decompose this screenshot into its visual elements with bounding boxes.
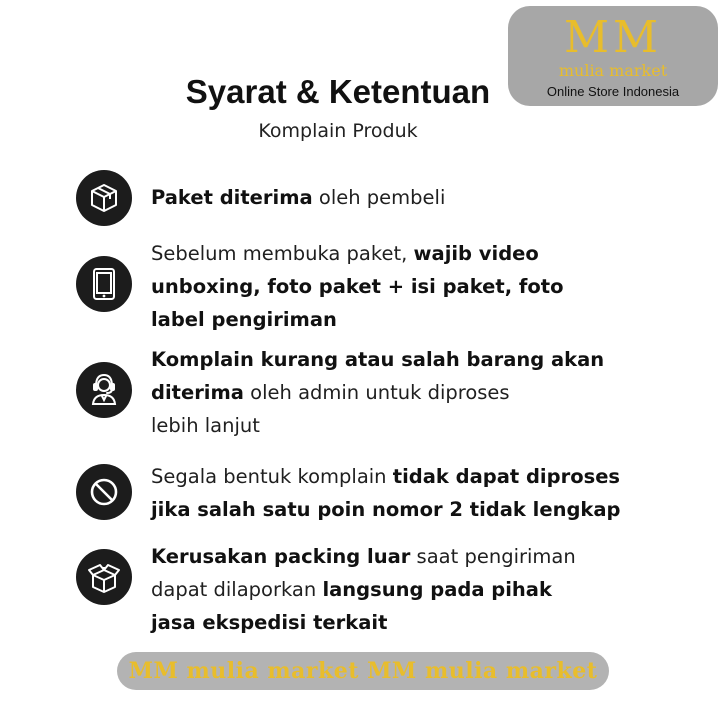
customer-service-icon (76, 362, 132, 418)
brand-logo (508, 6, 718, 106)
package-box-icon (76, 170, 132, 226)
term-item-1 (151, 181, 671, 214)
logo-tagline: Online Store Indonesia (546, 84, 680, 99)
term-text-bold: jika salah satu poin nomor 2 tidak lengkap (151, 498, 621, 521)
term-line (151, 606, 671, 639)
term-line (151, 493, 671, 526)
term-line (151, 303, 671, 336)
term-text-bold: langsung pada pihak (322, 578, 552, 601)
term-line (151, 343, 671, 376)
term-text-bold: jasa ekspedisi terkait (151, 611, 388, 634)
term-text: oleh admin untuk diproses (243, 381, 510, 404)
term-line (151, 540, 671, 573)
term-line (151, 237, 671, 270)
tablet-icon (76, 256, 132, 312)
term-text: dapat dilaporkan (151, 578, 323, 601)
term-text: saat pengiriman (410, 545, 576, 568)
open-box-icon (76, 549, 132, 605)
logo-name: mulia market (558, 61, 668, 80)
term-text: Sebelum membuka paket, (151, 242, 414, 265)
page-title: Syarat & Ketentuan (185, 73, 491, 110)
prohibited-icon (76, 464, 132, 520)
term-item-5 (151, 540, 671, 639)
term-line (151, 270, 671, 303)
term-text: Segala bentuk komplain (151, 465, 393, 488)
term-text-bold: wajib video (413, 242, 539, 265)
term-text-bold: tidak dapat diproses (392, 465, 621, 488)
term-line (151, 376, 671, 409)
term-line (151, 409, 671, 442)
term-item-2 (151, 237, 671, 336)
term-text-bold: diterima (151, 381, 244, 404)
term-text-bold: Kerusakan packing luar (151, 545, 411, 568)
term-line (151, 181, 671, 214)
term-text: lebih lanjut (151, 414, 260, 437)
term-text-bold: Paket diterima (151, 186, 313, 209)
term-item-4 (151, 460, 671, 526)
term-line (151, 460, 671, 493)
term-text-bold: label pengiriman (151, 308, 337, 331)
term-text: oleh pembeli (312, 186, 446, 209)
term-line (151, 573, 671, 606)
logo-monogram: MM (563, 12, 663, 63)
term-item-3 (151, 343, 671, 442)
page-subtitle: Komplain Produk (258, 120, 418, 142)
term-text-bold: Komplain kurang atau salah barang akan (151, 348, 605, 371)
term-text-bold: unboxing, foto paket + isi paket, foto (151, 275, 564, 298)
footer-banner: MM mulia market MM mulia market (117, 652, 609, 690)
